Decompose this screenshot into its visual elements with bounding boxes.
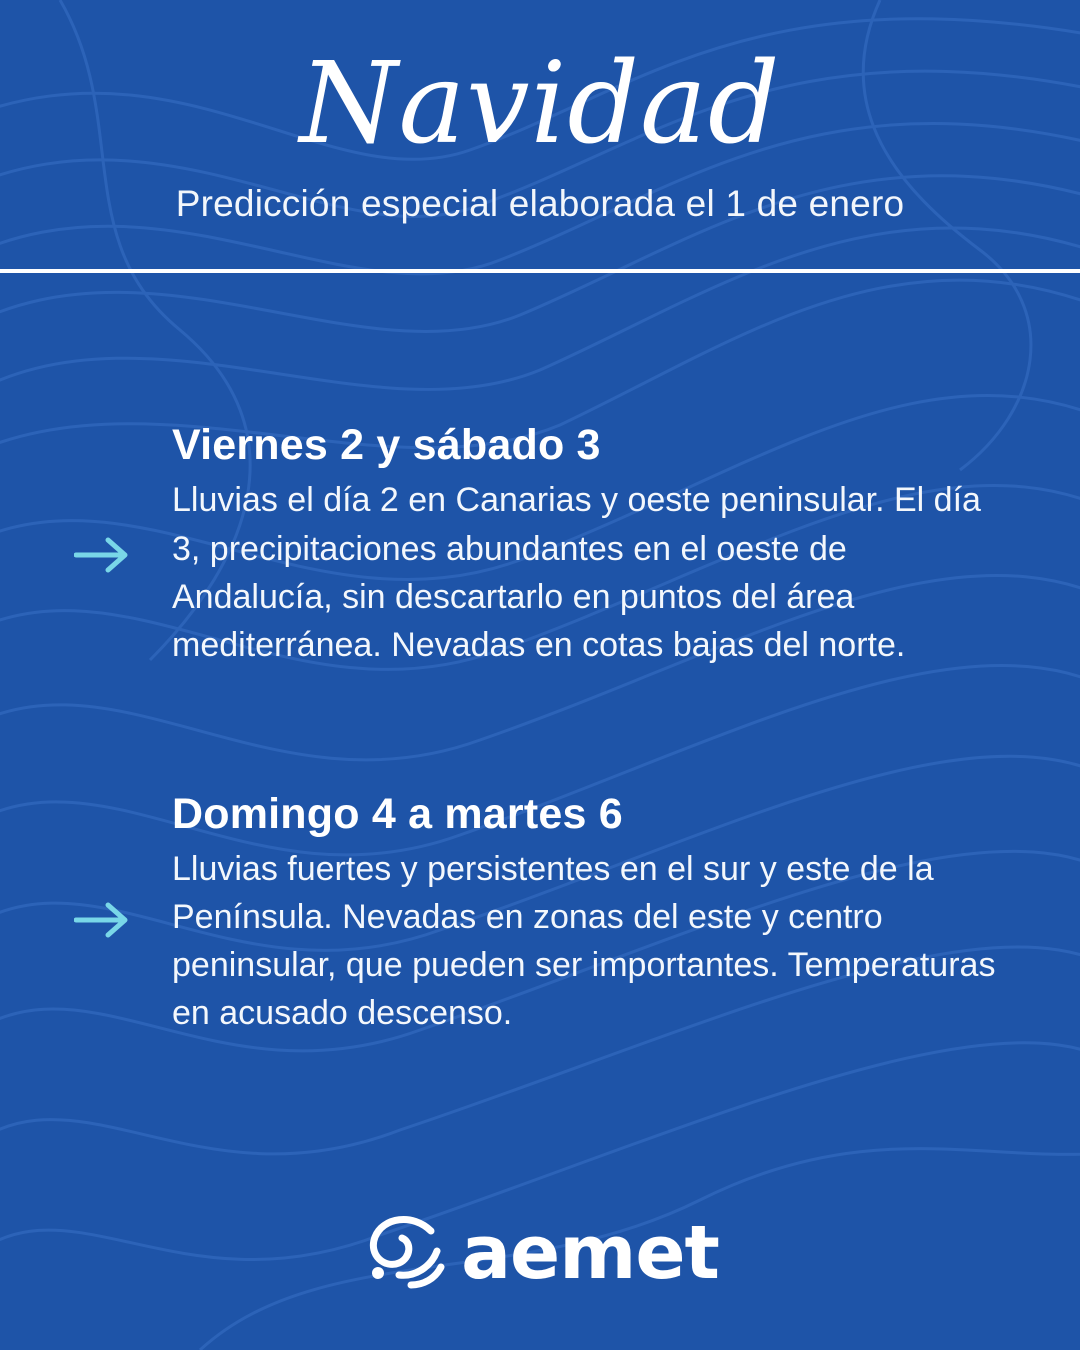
aemet-logo (361, 1211, 719, 1294)
forecast-text (134, 790, 1010, 1038)
header (0, 0, 1080, 225)
forecast-block (0, 790, 1080, 1038)
forecast-text (134, 421, 1010, 669)
arrow-right-icon (74, 898, 134, 942)
forecast-heading: Domingo 4 a martes 6 (172, 789, 623, 838)
arrow-right-icon (74, 533, 134, 577)
header-divider (0, 269, 1080, 273)
aemet-spiral-icon (361, 1211, 447, 1294)
forecast-block (0, 421, 1080, 669)
footer (0, 1211, 1080, 1294)
aemet-wordmark: aemet (461, 1209, 719, 1296)
forecast-body: Lluvias fuertes y persistentes en el sur y este de la Península. Nevadas en zonas del este y centro peninsular, que pueden ser importantes. Temperaturas en acusado descenso. (172, 849, 996, 1033)
page-title: Navidad (299, 39, 781, 169)
forecast-body: Lluvias el día 2 en Canarias y oeste peninsular. El día 3, precipitaciones abundantes en el oeste de Andalucía, sin descartarlo en puntos del área mediterránea. Nevadas en cotas bajas del norte. (172, 481, 981, 665)
forecast-heading: Viernes 2 y sábado 3 (172, 421, 601, 470)
forecast-list (0, 421, 1080, 1037)
page-subtitle: Predicción especial elaborada el 1 de enero (175, 183, 905, 225)
